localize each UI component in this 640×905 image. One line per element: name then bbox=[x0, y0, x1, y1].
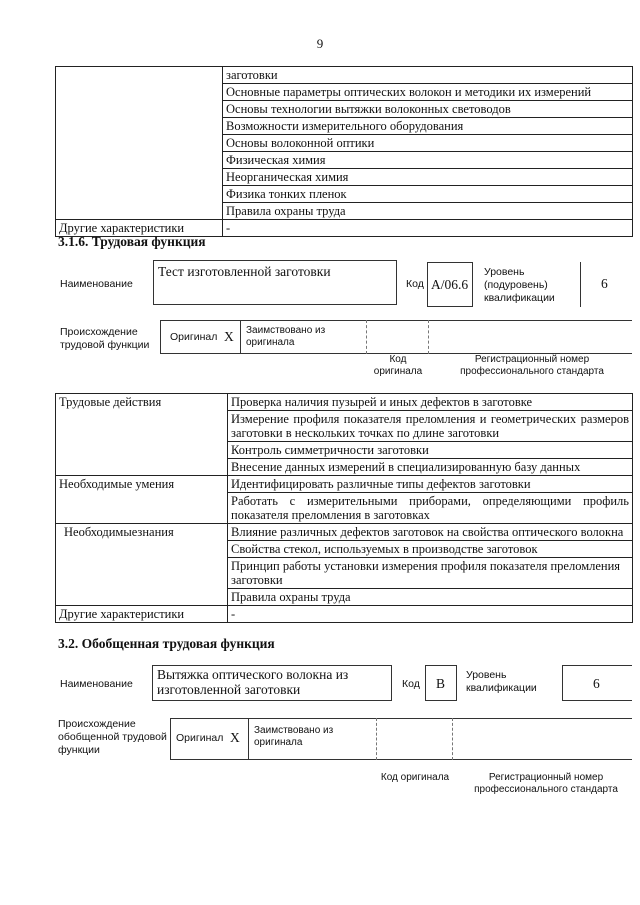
level-label: Уровень квалификации bbox=[466, 669, 537, 694]
other-characteristics-value: - bbox=[228, 606, 633, 623]
other-characteristics-label: Другие характеристики bbox=[56, 220, 223, 237]
code-value: A/06.6 bbox=[431, 277, 469, 292]
knowledge-item: Влияние различных дефектов заготовок на свойства оптического волокна bbox=[228, 524, 633, 541]
list-item: Основные параметры оптических волокон и методики их измерений bbox=[223, 84, 633, 101]
origin-label: Происхождение обобщенной трудовой функции bbox=[58, 718, 167, 756]
action-item: Контроль симметричности заготовки bbox=[228, 442, 633, 459]
knowledge-item: Свойства стекол, используемых в производстве заготовок bbox=[228, 541, 633, 558]
name-field bbox=[152, 665, 392, 701]
original-mark: X bbox=[230, 730, 240, 745]
name-label: Наименование bbox=[60, 678, 133, 690]
list-item: Неорганическая химия bbox=[223, 169, 633, 186]
code-original-label: Код оригинала bbox=[373, 354, 423, 377]
page-number: 9 bbox=[316, 36, 324, 51]
name-value: Вытяжка оптического волокна из изготовленной заготовки bbox=[157, 667, 349, 697]
actions-label: Трудовые действия bbox=[56, 394, 228, 476]
origin-label: Происхождение трудовой функции bbox=[60, 326, 150, 351]
name-label: Наименование bbox=[60, 278, 133, 290]
list-item: Физическая химия bbox=[223, 152, 633, 169]
action-item: Измерение профиля показателя преломления и геометрических размеров заготовки в нескольких точках по длине заготовки bbox=[228, 411, 633, 442]
code-field bbox=[427, 262, 473, 307]
reg-number-label: Регистрационный номер профессионального стандарта bbox=[460, 354, 604, 377]
borrowed-label: Заимствовано из оригинала bbox=[246, 325, 326, 348]
knowledge-item: Правила охраны труда bbox=[228, 589, 633, 606]
level-value: 6 bbox=[593, 676, 600, 691]
borrowed-label: Заимствовано из оригинала bbox=[254, 725, 334, 748]
level-label: Уровень (подуровень) квалификации bbox=[484, 266, 555, 304]
skill-item: Работать с измерительными приборами, определяющими профиль показателя преломления в заготовках bbox=[228, 493, 633, 524]
skills-label: Необходимые умения bbox=[56, 476, 228, 524]
list-item: Возможности измерительного оборудования bbox=[223, 118, 633, 135]
section-heading-3-1-6: 3.1.6. Трудовая функция bbox=[58, 234, 206, 249]
other-characteristics-value: - bbox=[223, 220, 633, 237]
code-value: B bbox=[436, 676, 446, 691]
action-item: Проверка наличия пузырей и иных дефектов в заготовке bbox=[228, 394, 633, 411]
name-field bbox=[153, 260, 397, 305]
list-item: Физика тонких пленок bbox=[223, 186, 633, 203]
reg-number-label: Регистрационный номер профессионального стандарта bbox=[474, 772, 618, 795]
list-item: Основы волоконной оптики bbox=[223, 135, 633, 152]
code-field bbox=[425, 665, 457, 701]
level-field bbox=[562, 665, 632, 701]
original-label: Оригинал bbox=[176, 732, 224, 744]
original-label: Оригинал bbox=[170, 331, 218, 343]
labor-function-table bbox=[55, 393, 633, 623]
original-mark: X bbox=[224, 329, 234, 344]
code-original-label: Код оригинала bbox=[380, 772, 450, 783]
knowledge-label: Необходимыезнания bbox=[56, 524, 228, 606]
code-label: Код bbox=[406, 278, 424, 290]
action-item: Внесение данных измерений в специализированную базу данных bbox=[228, 459, 633, 476]
list-item: заготовки bbox=[223, 67, 633, 84]
code-label: Код bbox=[402, 678, 420, 690]
list-item: Основы технологии вытяжки волоконных световодов bbox=[223, 101, 633, 118]
knowledge-continuation-table bbox=[55, 66, 633, 237]
knowledge-item: Принцип работы установки измерения профиля показателя преломления заготовки bbox=[228, 558, 633, 589]
other-characteristics-label: Другие характеристики bbox=[56, 606, 228, 623]
level-field bbox=[580, 262, 632, 307]
skill-item: Идентифицировать различные типы дефектов заготовки bbox=[228, 476, 633, 493]
list-item: Правила охраны труда bbox=[223, 203, 633, 220]
level-value: 6 bbox=[601, 276, 608, 291]
name-value: Тест изготовленной заготовки bbox=[158, 264, 331, 279]
section-heading-3-2: 3.2. Обобщенная трудовая функция bbox=[58, 636, 275, 651]
